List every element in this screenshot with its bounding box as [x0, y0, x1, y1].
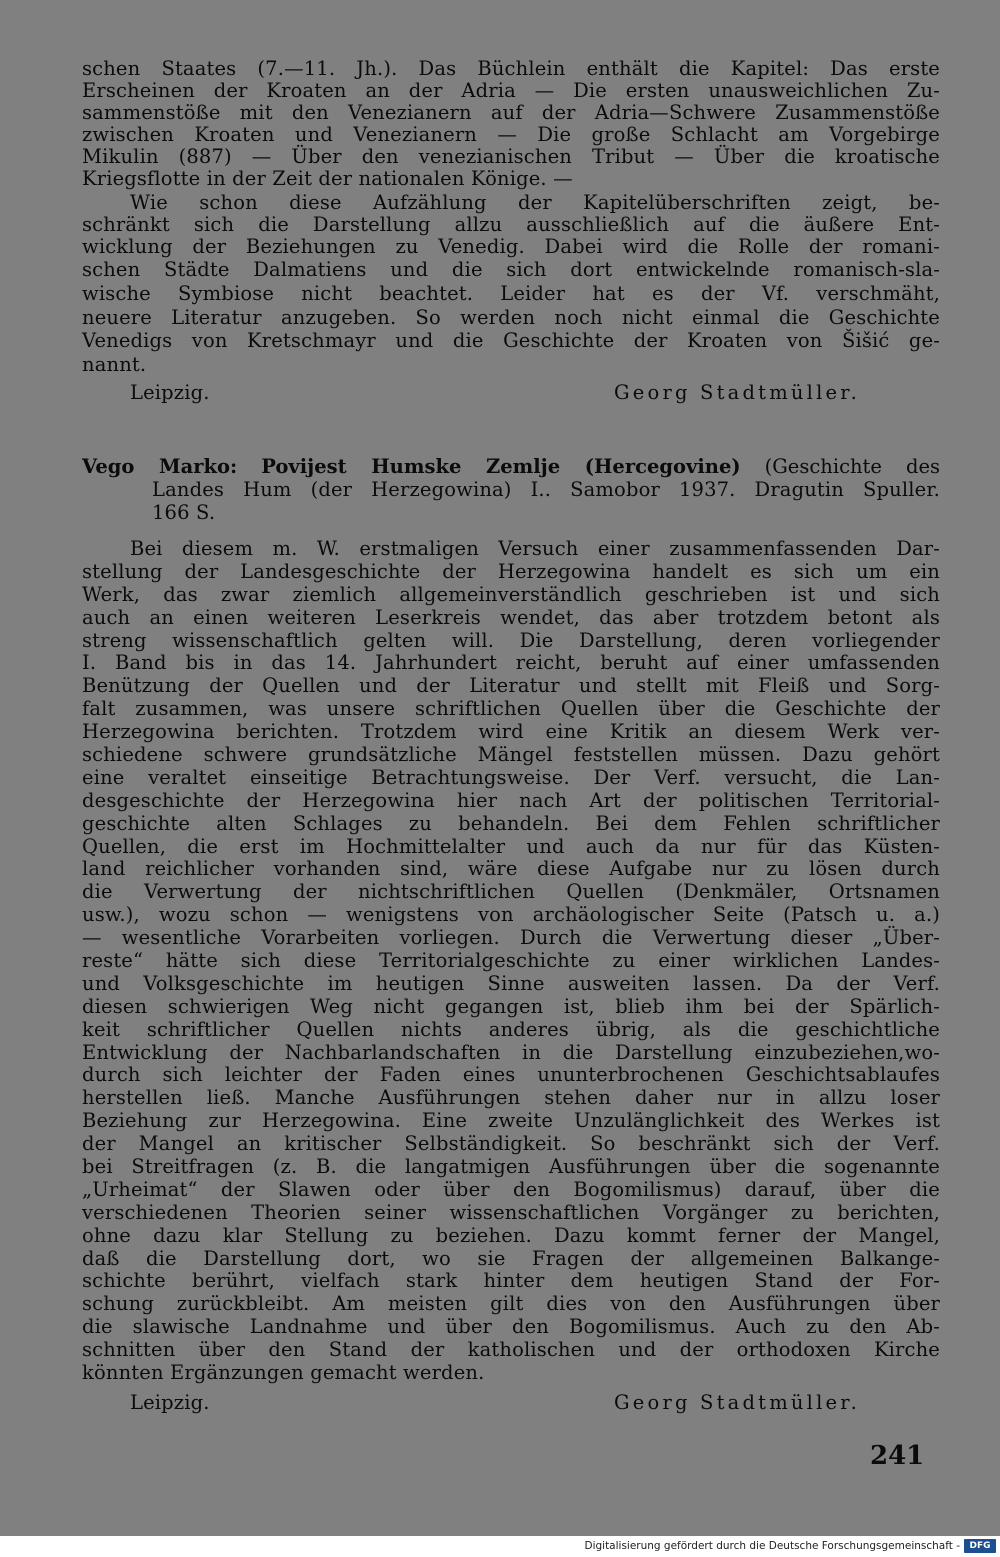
text-line: auch an einen weiteren Leserkreis wendet, das aber trotzdem betont als	[82, 606, 940, 629]
text-line: schiedene schwere grundsätzliche Mängel feststellen müssen. Dazu gehört	[82, 743, 940, 766]
text-line: „Urheimat“ der Slawen oder über den Bogomilismus) darauf, über die	[82, 1178, 940, 1201]
text-line: schung zurückbleibt. Am meisten gilt dies von den Ausführungen über	[82, 1292, 940, 1315]
text-line: herstellen ließ. Manche Ausführungen stehen daher nur in allzu loser	[82, 1086, 940, 1109]
text-line: Werk, das zwar ziemlich allgemeinverständlich geschrieben ist und sich	[82, 583, 940, 606]
text-line: Quellen, die erst im Hochmittelalter und auch da nur für das Küsten-	[82, 835, 940, 858]
review-author-signature: Georg Stadtmüller.	[614, 1391, 861, 1414]
digitization-footer	[0, 1536, 1000, 1557]
text-line: schen Staates (7.—11. Jh.). Das Büchlein enthält die Kapitel: Das erste	[82, 57, 940, 80]
text-line: reste“ hätte sich diese Territorialgeschichte zu einer wirklichen Landes-	[82, 949, 940, 972]
text-line: bei Streitfragen (z. B. die langatmigen Ausführungen über die sogenannte	[82, 1155, 940, 1178]
text-line: durch sich leichter der Faden eines ununterbrochenen Geschichtsablaufes	[82, 1063, 940, 1086]
text-line: Venedigs von Kretschmayr und die Geschichte der Kroaten von Šišić ge-	[82, 329, 940, 352]
text-line: schen Städte Dalmatiens und die sich dort entwickelnde romanisch-sla-	[82, 258, 940, 281]
page-number: 241	[870, 1441, 925, 1471]
text-line: stellung der Landesgeschichte der Herzegowina handelt es sich um ein	[82, 560, 940, 583]
text-line: I. Band bis in das 14. Jahrhundert reicht, beruht auf einer umfassenden	[82, 651, 940, 674]
reviewed-author: Vego Marko:	[82, 455, 238, 478]
text-line: Wie schon diese Aufzählung der Kapitelüberschriften zeigt, be-	[130, 191, 940, 214]
text-line: und Volksgeschichte im heutigen Sinne ausweiten lassen. Da der Verf.	[82, 972, 940, 995]
text-line: nannt.	[82, 353, 147, 376]
review-2-heading	[82, 456, 940, 478]
text-line: wicklung der Beziehungen zu Venedig. Dabei wird die Rolle der romani-	[82, 235, 940, 258]
text-line: Entwicklung der Nachbarlandschaften in die Darstellung einzubeziehen,wo-	[82, 1041, 940, 1064]
text-line: Beziehung zur Herzegowina. Eine zweite Unzulänglichkeit des Werkes ist	[82, 1109, 940, 1132]
text-line: desgeschichte der Herzegowina hier nach Art der politischen Territorial-	[82, 789, 940, 812]
text-line: Kriegsflotte in der Zeit der nationalen Könige. —	[82, 167, 573, 190]
review-place: Leipzig.	[130, 381, 210, 404]
review-author-signature: Georg Stadtmüller.	[614, 381, 861, 404]
reviewed-title-translation: (Geschichte des	[740, 455, 940, 478]
funding-notice: Digitalisierung gefördert durch die Deutsche Forschungsgemeinschaft -	[584, 1540, 960, 1552]
text-line: usw.), wozu schon — wenigstens von archäologischer Seite (Patsch u. a.)	[82, 903, 940, 926]
text-line: könnten Ergänzungen gemacht werden.	[82, 1361, 485, 1384]
text-line: neuere Literatur anzugeben. So werden noch nicht einmal die Geschichte	[82, 306, 940, 329]
text-line: Benützung der Quellen und der Literatur und stellt mit Fleiß und Sorg-	[82, 674, 940, 697]
bibliographic-line: 166 S.	[152, 501, 216, 524]
text-line: — wesentliche Vorarbeiten vorliegen. Durch die Verwertung dieser „Über-	[82, 926, 940, 949]
text-line: zwischen Kroaten und Venezianern — Die große Schlacht am Vorgebirge	[82, 123, 940, 146]
text-line: ohne dazu klar Stellung zu beziehen. Dazu kommt ferner der Mangel,	[82, 1224, 940, 1247]
text-line: wische Symbiose nicht beachtet. Leider hat es der Vf. verschmäht,	[82, 282, 940, 305]
text-line: der Mangel an kritischer Selbständigkeit. So beschränkt sich der Verf.	[82, 1132, 940, 1155]
text-line: streng wissenschaftlich gelten will. Die Darstellung, deren vorliegender	[82, 629, 940, 652]
text-line: die slawische Landnahme und über den Bogomilismus. Auch zu den Ab-	[82, 1315, 940, 1338]
text-line: verschiedenen Theorien seiner wissenschaftlichen Vorgänger zu berichten,	[82, 1201, 940, 1224]
text-line: keit schriftlicher Quellen nichts anderes übrig, als die geschichtliche	[82, 1018, 940, 1041]
text-line: daß die Darstellung dort, wo sie Fragen der allgemeinen Balkange-	[82, 1247, 940, 1270]
text-line: die Verwertung der nichtschriftlichen Quellen (Denkmäler, Ortsnamen	[82, 880, 940, 903]
text-line: schränkt sich die Darstellung allzu ausschließlich auf die äußere Ent-	[82, 213, 940, 236]
text-line: geschichte alten Schlages zu behandeln. Bei dem Fehlen schriftlicher	[82, 812, 940, 835]
dfg-logo-icon: DFG	[964, 1539, 996, 1553]
text-line: Erscheinen der Kroaten an der Adria — Die ersten unausweichlichen Zu-	[82, 79, 940, 102]
text-line: Bei diesem m. W. erstmaligen Versuch einer zusammenfassenden Dar-	[130, 537, 940, 560]
text-line: falt zusammen, was unsere schriftlichen Quellen über die Geschichte der	[82, 697, 940, 720]
text-line: Mikulin (887) — Über den venezianischen Tribut — Über die kroatische	[82, 145, 940, 168]
text-line: schnitten über den Stand der katholischen und der orthodoxen Kirche	[82, 1338, 940, 1361]
bibliographic-line: Landes Hum (der Herzegowina) I.. Samobor 1937. Dragutin Spuller.	[152, 478, 940, 501]
text-line: land reichlicher vorhanden sind, wäre diese Aufgabe nur zu lösen durch	[82, 857, 940, 880]
review-place: Leipzig.	[130, 1391, 210, 1414]
text-line: diesen schwierigen Weg nicht gegangen ist, blieb ihm bei der Spärlich-	[82, 995, 940, 1018]
text-line: Herzegowina berichten. Trotzdem wird eine Kritik an diesem Werk ver-	[82, 720, 940, 743]
text-line: schichte berührt, vielfach stark hinter dem heutigen Stand der For-	[82, 1269, 940, 1292]
text-line: sammenstöße mit den Venezianern auf der Adria—Schwere Zusammenstöße	[82, 101, 940, 124]
text-line: eine veraltet einseitige Betrachtungsweise. Der Verf. versucht, die Lan-	[82, 766, 940, 789]
reviewed-title: Povijest Humske Zemlje (Hercegovine)	[261, 455, 741, 478]
